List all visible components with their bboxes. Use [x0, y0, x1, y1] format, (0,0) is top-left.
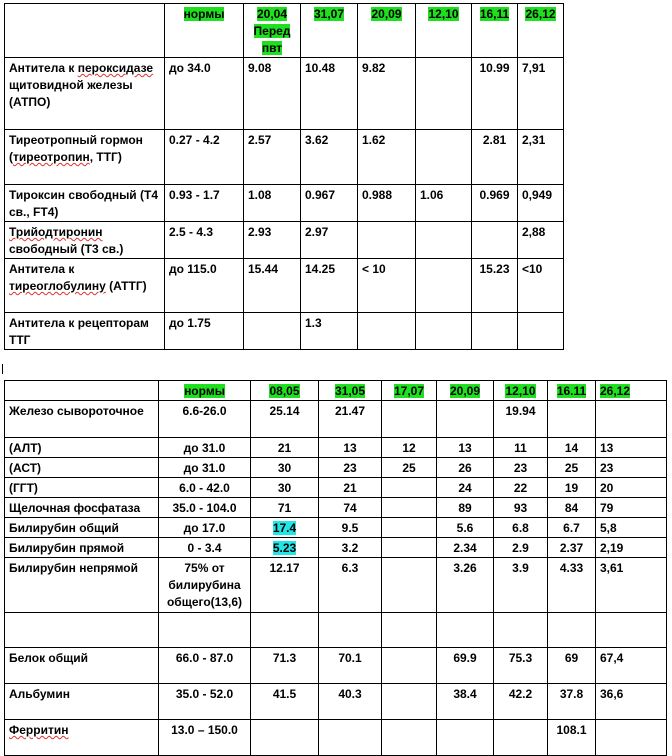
test-name: [5, 478, 159, 498]
result-value: 3.26: [437, 558, 494, 613]
header-date: 12,10: [416, 4, 472, 58]
text-cursor: [2, 364, 3, 374]
norm-value: 35.0 - 104.0: [159, 498, 251, 518]
test-name: [5, 558, 159, 613]
result-value: 0.969: [472, 185, 518, 222]
result-value: 2.9: [494, 538, 548, 558]
result-value: [596, 401, 667, 438]
result-value: 9.08: [244, 58, 301, 130]
result-value: 23: [596, 458, 667, 478]
table-row: [5, 558, 667, 613]
result-value: 12: [382, 438, 437, 458]
result-value: 0,949: [518, 185, 564, 222]
result-value: [382, 518, 437, 538]
result-value: 13: [437, 438, 494, 458]
result-value: 4.33: [548, 558, 596, 613]
result-value: 30: [251, 458, 319, 478]
test-name: [5, 458, 159, 478]
result-value: 0.967: [301, 185, 358, 222]
result-value: 2.97: [301, 222, 358, 259]
norm-value: 6.0 - 42.0: [159, 478, 251, 498]
table-row: [5, 313, 564, 350]
result-value: 6.8: [494, 518, 548, 538]
table-row: [5, 185, 564, 222]
table-row: [5, 222, 564, 259]
header-empty-cell: [5, 4, 165, 58]
result-value: [251, 720, 319, 756]
test-name-text: щитовидной железы (АТПО): [9, 78, 133, 109]
norm-value: 13.0 – 150.0: [159, 720, 251, 756]
result-value: 2,31: [518, 130, 564, 185]
norm-value: 2.5 - 4.3: [165, 222, 244, 259]
result-value: 75.3: [494, 648, 548, 684]
result-value: 19.94: [494, 401, 548, 438]
result-value: [382, 648, 437, 684]
spellcheck-word: тиреотропин: [13, 150, 90, 164]
result-value: 13: [319, 438, 382, 458]
result-value: [382, 558, 437, 613]
result-value: [416, 313, 472, 350]
result-value: 22: [494, 478, 548, 498]
header-empty-cell: [5, 381, 159, 401]
norm-value: до 17.0: [159, 518, 251, 538]
result-value: [494, 720, 548, 756]
result-value: [244, 313, 301, 350]
norm-value: 75% от билирубина общего(13,6): [159, 558, 251, 613]
result-value: [319, 720, 382, 756]
result-value: [596, 720, 667, 756]
test-name-text: Билирубин прямой: [9, 541, 125, 555]
result-value: 89: [437, 498, 494, 518]
header-date: 20,09: [358, 4, 416, 58]
result-value: [382, 538, 437, 558]
result-value: 15.23: [472, 259, 518, 313]
header-date: 16.11: [548, 381, 596, 401]
norm-value: до 1.75: [165, 313, 244, 350]
result-value: 36,6: [596, 684, 667, 720]
test-name-text: Белок общий: [9, 651, 89, 665]
test-name: [5, 684, 159, 720]
result-value: 14.25: [301, 259, 358, 313]
norm-value: до 34.0: [165, 58, 244, 130]
result-value: 5,8: [596, 518, 667, 538]
result-value: 21: [251, 438, 319, 458]
table-row: [5, 720, 667, 756]
table-row: [5, 458, 667, 478]
result-value: 26: [437, 458, 494, 478]
result-value: 21.47: [319, 401, 382, 438]
test-name: [5, 518, 159, 538]
table-row-empty: [5, 613, 667, 648]
result-value: [518, 313, 564, 350]
test-name: [5, 720, 159, 756]
result-value: 3.62: [301, 130, 358, 185]
result-value: [358, 222, 416, 259]
result-value: 23: [494, 458, 548, 478]
result-value: [494, 613, 548, 648]
result-value: 25: [382, 458, 437, 478]
result-value: 9.82: [358, 58, 416, 130]
result-value-highlighted: 5.23: [251, 538, 319, 558]
result-value: 40.3: [319, 684, 382, 720]
result-value: 3.2: [319, 538, 382, 558]
test-name-text: (АЛТ): [9, 441, 42, 455]
result-value: [548, 401, 596, 438]
header-date: 12,10: [494, 381, 548, 401]
result-value: 3.9: [494, 558, 548, 613]
result-value: 84: [548, 498, 596, 518]
result-value: 30: [251, 478, 319, 498]
result-value: 69: [548, 648, 596, 684]
test-name-text: (АСТ): [9, 461, 42, 475]
result-value: 37.8: [548, 684, 596, 720]
test-name-text: рецепторам ТТГ: [9, 316, 149, 347]
table-row: [5, 538, 667, 558]
result-value: 7,91: [518, 58, 564, 130]
header-date: 08,05: [251, 381, 319, 401]
header-date: 20,09: [437, 381, 494, 401]
test-name: [5, 222, 165, 259]
table-row: [5, 401, 667, 438]
norm-value: 0.93 - 1.7: [165, 185, 244, 222]
result-value: <10: [518, 259, 564, 313]
header-date: 26,12: [518, 4, 564, 58]
norm-value: 6.6-26.0: [159, 401, 251, 438]
result-value: [382, 613, 437, 648]
test-name-text: , ТТГ): [89, 150, 122, 164]
result-value: [548, 613, 596, 648]
test-name-text: Антитела к: [9, 316, 75, 330]
header-date: 20,04 Перед пвт: [244, 4, 301, 58]
result-value: 25: [548, 458, 596, 478]
result-value: 21: [319, 478, 382, 498]
spellcheck-word: пероксидазе: [77, 61, 154, 75]
result-value: 1.06: [416, 185, 472, 222]
test-name-text: Железо сывороточное: [9, 404, 144, 418]
norm-value: до 115.0: [165, 259, 244, 313]
result-value: 2.37: [548, 538, 596, 558]
norm-value: 0 - 3.4: [159, 538, 251, 558]
result-value: 41.5: [251, 684, 319, 720]
result-value: 70.1: [319, 648, 382, 684]
result-value: [358, 313, 416, 350]
result-value: [472, 313, 518, 350]
result-value: 71.3: [251, 648, 319, 684]
test-name: [5, 313, 165, 350]
result-value: 93: [494, 498, 548, 518]
spellcheck-word: Трийодтиронин: [9, 225, 103, 239]
result-value: 38.4: [437, 684, 494, 720]
test-name: [5, 401, 159, 438]
result-value: 2,19: [596, 538, 667, 558]
result-value: [382, 684, 437, 720]
result-value: 10.48: [301, 58, 358, 130]
result-value-highlighted: 17.4: [251, 518, 319, 538]
test-name-text: Билирубин общий: [9, 521, 119, 535]
result-value: 74: [319, 498, 382, 518]
result-value: [251, 613, 319, 648]
result-value: [382, 478, 437, 498]
result-value: 1.62: [358, 130, 416, 185]
result-value: 0.988: [358, 185, 416, 222]
result-value: 1.3: [301, 313, 358, 350]
result-value: < 10: [358, 259, 416, 313]
result-value: [382, 401, 437, 438]
result-value: 5.6: [437, 518, 494, 538]
result-value: 9.5: [319, 518, 382, 538]
table-row: [5, 684, 667, 720]
test-name: [5, 259, 165, 313]
test-name-text: Антитела к: [9, 61, 75, 75]
test-name-text: Билирубин непрямой: [9, 561, 138, 575]
table-row: [5, 259, 564, 313]
result-value: 2.81: [472, 130, 518, 185]
result-value: 2.93: [244, 222, 301, 259]
result-value: 19: [548, 478, 596, 498]
result-value: 67,4: [596, 648, 667, 684]
header-date: 31,07: [301, 4, 358, 58]
result-value: [437, 720, 494, 756]
result-value: 42.2: [494, 684, 548, 720]
test-name-text: Тиреотропный гормон (: [9, 133, 143, 164]
result-value: 3,61: [596, 558, 667, 613]
result-value: 2.34: [437, 538, 494, 558]
result-value: 25.14: [251, 401, 319, 438]
test-name-text: Тироксин свободный (Т4 св., FT4): [9, 188, 159, 219]
table-header-row: [5, 381, 667, 401]
result-value: [416, 58, 472, 130]
thyroid-table: [4, 3, 564, 350]
spellcheck-word: Ферритин: [9, 723, 69, 737]
result-value: 2.57: [244, 130, 301, 185]
norm-value: [159, 613, 251, 648]
header-date: 31,05: [319, 381, 382, 401]
table-row: [5, 438, 667, 458]
test-name-text: Щелочная фосфатаза: [9, 501, 141, 515]
result-value: [319, 613, 382, 648]
test-name: [5, 498, 159, 518]
result-value: [472, 222, 518, 259]
test-name: [5, 58, 165, 130]
result-value: 13: [596, 438, 667, 458]
result-value: 23: [319, 458, 382, 478]
test-name-text: Антитела к: [9, 262, 75, 276]
result-value: 15.44: [244, 259, 301, 313]
result-value: 6.7: [548, 518, 596, 538]
table-row: [5, 518, 667, 538]
result-value: 20: [596, 478, 667, 498]
header-date: 16,11: [472, 4, 518, 58]
result-value: [416, 130, 472, 185]
result-value: 2,88: [518, 222, 564, 259]
test-name: [5, 613, 159, 648]
norm-value: 35.0 - 52.0: [159, 684, 251, 720]
test-name-text: (ГГТ): [9, 481, 38, 495]
result-value: [416, 222, 472, 259]
result-value: [596, 613, 667, 648]
test-name-text: свободный (Т3 св.): [9, 242, 124, 256]
table-row: [5, 498, 667, 518]
result-value: [437, 613, 494, 648]
result-value: 10.99: [472, 58, 518, 130]
result-value: 6.3: [319, 558, 382, 613]
spellcheck-word: тиреоглобулину: [9, 279, 106, 293]
header-date: 17,07: [382, 381, 437, 401]
norm-value: 66.0 - 87.0: [159, 648, 251, 684]
result-value: [416, 259, 472, 313]
result-value: [437, 401, 494, 438]
biochemistry-table: [4, 380, 667, 756]
norm-value: до 31.0: [159, 438, 251, 458]
result-value: 11: [494, 438, 548, 458]
header-date: 26,12: [596, 381, 667, 401]
result-value: 71: [251, 498, 319, 518]
result-value: 69.9: [437, 648, 494, 684]
norm-value: до 31.0: [159, 458, 251, 478]
test-name: [5, 538, 159, 558]
norm-value: 0.27 - 4.2: [165, 130, 244, 185]
header-norms: нормы: [159, 381, 251, 401]
result-value: [382, 720, 437, 756]
result-value: 108.1: [548, 720, 596, 756]
result-value: 14: [548, 438, 596, 458]
table-row: [5, 478, 667, 498]
header-norms: нормы: [165, 4, 244, 58]
table-row: [5, 58, 564, 130]
result-value: 24: [437, 478, 494, 498]
table-header-row: [5, 4, 564, 58]
test-name: [5, 438, 159, 458]
test-name-text: (АТТГ): [105, 279, 147, 293]
result-value: 79: [596, 498, 667, 518]
test-name: [5, 185, 165, 222]
test-name: [5, 648, 159, 684]
test-name: [5, 130, 165, 185]
table-row: [5, 648, 667, 684]
result-value: 1.08: [244, 185, 301, 222]
result-value: 12.17: [251, 558, 319, 613]
result-value: [382, 498, 437, 518]
test-name-text: Альбумин: [9, 687, 70, 701]
table-row: [5, 130, 564, 185]
